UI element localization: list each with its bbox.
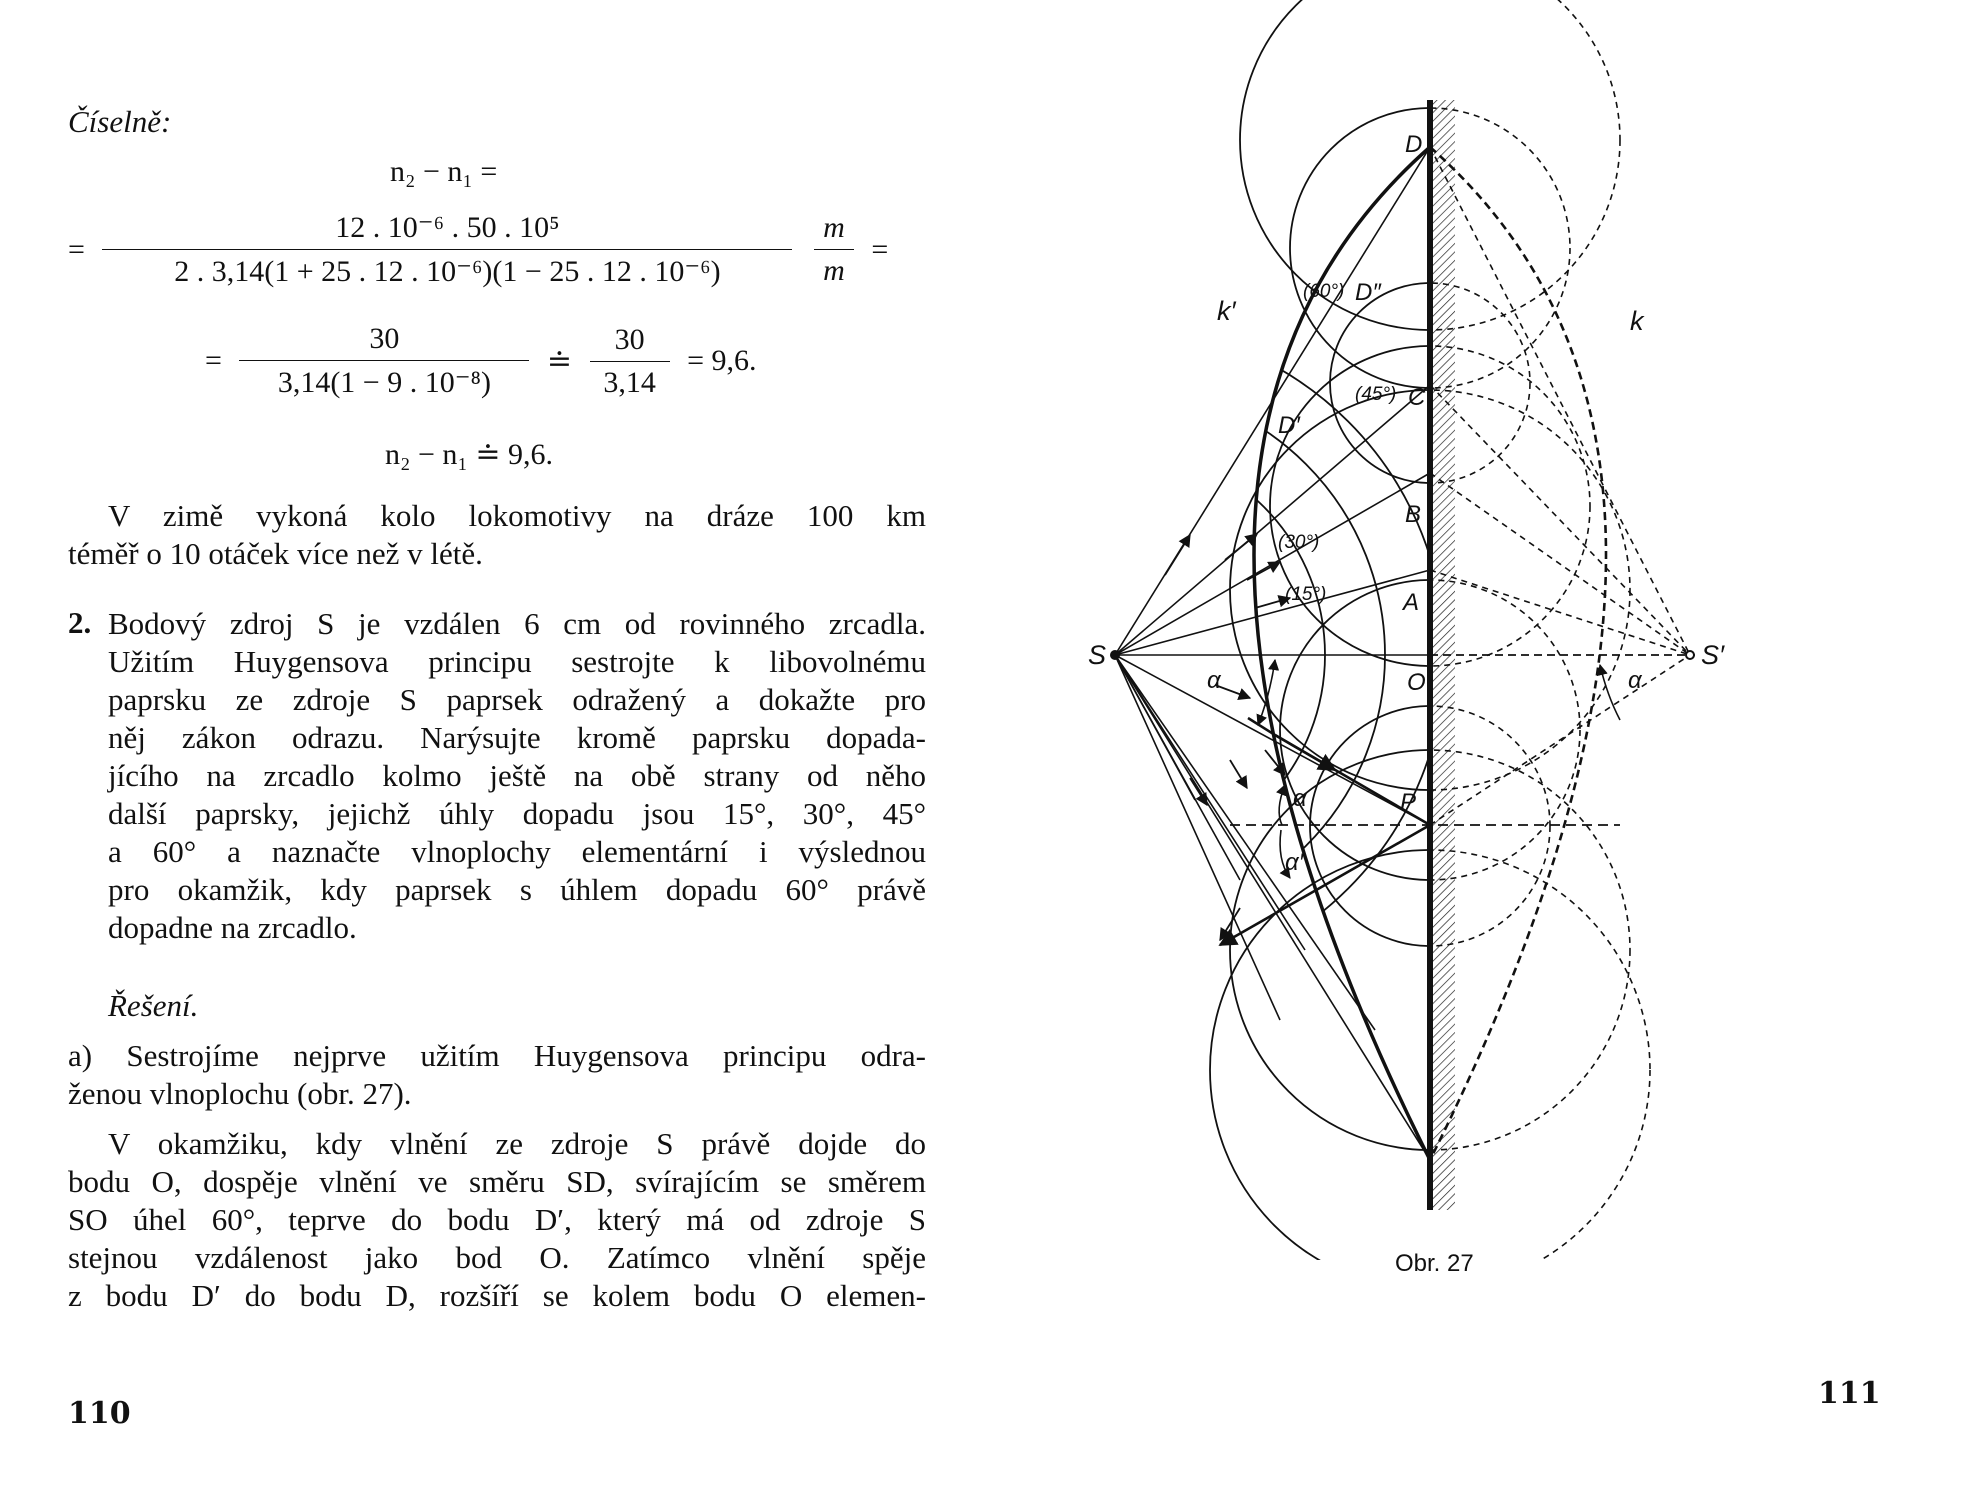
page-number-left: 110 [68, 1396, 131, 1431]
eq2-fraction [102, 210, 792, 289]
angle-arc [1279, 785, 1285, 825]
incident-rays [1115, 147, 1430, 1160]
equation-3 [205, 322, 766, 400]
equation-1: n₂ − n₁ = [390, 155, 498, 188]
label-alpha-prime: α′ [1285, 849, 1304, 876]
paragraph-2 [108, 605, 926, 947]
eq2-denominator: 2 . 3,14(1 + 25 . 12 . 10⁻⁶)(1 − 25 . 12 . 10⁻⁶) [102, 249, 792, 289]
virtual-ray [1430, 147, 1690, 655]
eq3-num2: 30 [614, 322, 645, 356]
paragraph-line: z bodu D′ do bodu D, rozšíří se kolem bodu O elemen- [68, 1278, 926, 1313]
reflected-ray [1220, 825, 1430, 945]
virtual-wavefront-k [1430, 147, 1606, 1160]
eq2-prefix: = [68, 232, 85, 266]
paragraph-line: jícího na zrcadlo kolmo ještě na obě strany od něho [108, 758, 926, 793]
eq2-unit-fraction [814, 211, 854, 288]
paragraph-line: pro okamžik, kdy paprsek s úhlem dopadu 60° právě [108, 872, 926, 907]
label-angle-30: (30°) [1278, 532, 1320, 553]
ray-lower [1115, 655, 1375, 1030]
label-k-prime: k′ [1217, 296, 1236, 326]
eq3-den2: 3,14 [590, 361, 670, 400]
paragraph-4 [68, 1125, 926, 1315]
paragraph-line: SO úhel 60°, teprve do bodu D′, který má od zdroje S [68, 1202, 926, 1237]
paragraph-line: paprsku ze zdroje S paprsek odražený a dokažte pro [108, 682, 926, 717]
section-heading: Číselně: [68, 104, 172, 139]
paragraph-line: bodu O, dospěje vlnění ve směru SD, svírajícím se směrem [68, 1164, 926, 1199]
right-page [985, 0, 1970, 1500]
image-point [1686, 651, 1694, 659]
paragraph-line: stejnou vzdálenost jako bod O. Zatímco vlnění spěje [68, 1240, 926, 1275]
arrow-icon [1225, 534, 1257, 560]
eq3-result: = 9,6. [687, 344, 757, 377]
label-B: B [1405, 501, 1422, 528]
label-O: O [1407, 669, 1426, 696]
angle-arc [1600, 665, 1620, 720]
eq2-unit-den: m [814, 249, 854, 288]
paragraph-line: Užitím Huygensova principu sestrojte k libovolnému [108, 644, 926, 679]
label-P: P [1400, 789, 1417, 816]
page-number-right: 111 [1818, 1376, 1881, 1411]
label-angle-15: (15°) [1285, 584, 1327, 605]
virtual-ray [1430, 473, 1690, 655]
equation-2 [68, 210, 898, 289]
label-S: S [1088, 640, 1107, 670]
arrow-icon [1190, 778, 1207, 805]
paragraph-line: ženou vlnoplochu (obr. 27). [68, 1076, 412, 1111]
label-D: D [1405, 131, 1423, 158]
eq3-den1: 3,14(1 − 9 . 10⁻⁸) [239, 360, 529, 400]
item-number: 2. [68, 605, 92, 640]
source-point [1110, 650, 1120, 660]
label-S-prime: S′ [1701, 640, 1725, 670]
label-alpha-right: α [1628, 667, 1642, 694]
eq3-prefix: = [205, 344, 222, 377]
label-D-double: D″ [1355, 279, 1381, 306]
solution-title: Řešení. [108, 988, 199, 1023]
arrow-icon [1247, 562, 1280, 580]
eq2-numerator: 12 . 10⁻⁶ . 50 . 10⁵ [335, 211, 560, 244]
eq3-fraction-2 [590, 323, 670, 400]
paragraph-line: a 60° a naznačte vlnoplochy elementární i výslednou [108, 834, 926, 869]
virtual-ray [1430, 385, 1690, 655]
paragraph-line: V okamžiku, kdy vlnění ze zdroje S právě dojde do [108, 1126, 926, 1161]
virtual-ray [1430, 570, 1690, 655]
huygens-reflection-figure [985, 0, 1970, 1260]
arrow-icon [1230, 760, 1247, 788]
ray-to-A [1115, 570, 1430, 655]
paragraph-3 [68, 1037, 926, 1113]
eq2-unit-num: m [823, 211, 845, 244]
equation-4: n₂ − n₁ ≐ 9,6. [385, 438, 553, 471]
paragraph-line: téměř o 10 otáček více než v létě. [68, 536, 483, 571]
paragraph-line: V zimě vykoná kolo lokomotivy na dráze 100 km [108, 498, 926, 533]
arrow-icon [1165, 535, 1190, 575]
paragraph-line: další paprsky, jejichž úhly dopadu jsou 15°, 30°, 45° [108, 796, 926, 831]
label-k: k [1630, 306, 1644, 336]
eq3-num1: 30 [369, 322, 400, 355]
virtual-rays [1430, 147, 1690, 825]
ray-lower [1115, 655, 1305, 950]
eq3-approx: ≐ [546, 344, 573, 378]
label-alpha-left: α [1207, 667, 1221, 694]
ray-lower [1115, 655, 1280, 1020]
paragraph-line: a) Sestrojíme nejprve užitím Huygensova principu odra- [68, 1038, 926, 1073]
eq3-fraction-1 [239, 322, 529, 400]
eq2-suffix: = [871, 232, 889, 266]
label-angle-45: (45°) [1355, 384, 1397, 405]
figure-caption: Obr. 27 [1395, 1250, 1474, 1277]
label-angle-60: (60°) [1303, 281, 1345, 302]
label-C: C [1408, 384, 1426, 411]
label-alpha-upper: α [1293, 785, 1307, 812]
paragraph-1 [68, 497, 926, 573]
paragraph-line: Bodový zdroj S je vzdálen 6 cm od rovinného zrcadla. [108, 606, 926, 641]
virtual-ray [1430, 655, 1690, 825]
paragraph-line: dopadne na zrcadlo. [108, 910, 357, 945]
label-A: A [1403, 589, 1420, 616]
label-D-prime: D′ [1278, 412, 1300, 439]
paragraph-line: něj zákon odrazu. Narýsujte kromě paprsku dopada- [108, 720, 926, 755]
